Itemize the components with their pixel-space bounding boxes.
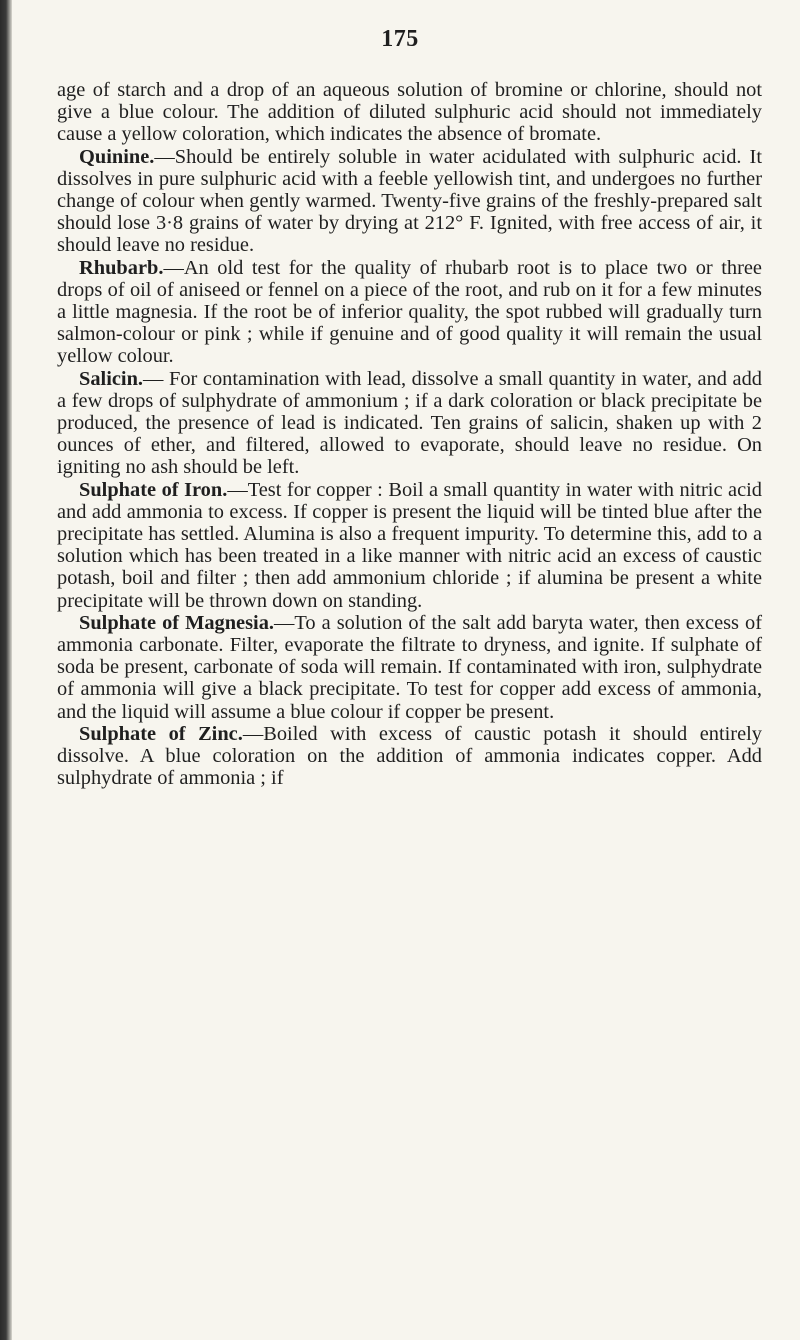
paragraph-salicin: [57, 368, 762, 479]
entry-heading-sulphate-of-magnesia: Sulphate of Magnesia.: [79, 611, 274, 634]
paragraph-text: —Test for copper : Boil a small quantity in water with nitric acid and add ammonia to excess. If copper is present the liquid will be tinted blue after the precipitate has settled. Alumina is also a frequent impurity. To determine this, add to a solution which has been treated in a like manner with nitric acid an excess of caustic potash, boil and filter ; then add ammonium chloride ; if alumina be present a white precipitate will be thrown down on standing.: [57, 478, 762, 612]
page-number: 175: [381, 26, 419, 52]
entry-heading-sulphate-of-zinc: Sulphate of Zinc.: [79, 722, 243, 745]
paragraph-bromide-continuation: [57, 79, 762, 146]
entry-heading-sulphate-of-iron: Sulphate of Iron.: [79, 478, 228, 501]
paragraph-text: — For contamination with lead, dissolve a small quantity in water, and add a few drops of sulphydrate of ammonium ; if a dark coloration or black precipitate be produced, the presence of lead is indicated. Ten grains of salicin, shaken up with 2 ounces of ether, and filtered, allowed to evaporate, should leave no residue. On igniting no ash should be left.: [57, 367, 762, 479]
paragraph-quinine: [57, 146, 762, 257]
paragraph-text: —To a solution of the salt add baryta water, then excess of ammonia carbonate. Filter, evaporate the filtrate to dryness, and ignite. If sulphate of soda be present, carbonate of soda will remain. If contaminated with iron, sulphydrate of ammonia will give a black precipitate. To test for copper add excess of ammonia, and the liquid will assume a blue colour if copper be present.: [57, 611, 762, 723]
paragraph-text: —Should be entirely soluble in water acidulated with sulphuric acid. It dissolves in pure sulphuric acid with a feeble yellowish tint, and undergoes no further change of colour when gently warmed. Twenty-five grains of the freshly-prepared salt should lose 3·8 grains of water by drying at 212° F. Ignited, with free access of air, it should leave no residue.: [57, 145, 762, 257]
paragraph-sulphate-of-magnesia: [57, 612, 762, 723]
paragraph-text: —Boiled with excess of caustic potash it should entirely dissolve. A blue coloration on the addition of ammonia indicates copper. Add sulphydrate of ammonia ; if: [57, 722, 763, 790]
paragraph-rhubarb: [57, 257, 762, 368]
page-body-text: [57, 79, 762, 790]
paragraph-sulphate-of-iron: [57, 479, 762, 612]
paragraph-text: —An old test for the quality of rhubarb root is to place two or three drops of oil of aniseed or fennel on a piece of the root, and rub on it for a few minutes a little magnesia. If the root be of inferior quality, the spot rubbed will gradually turn salmon-colour or pink ; while if genuine and of good quality it will remain the usual yellow colour.: [57, 256, 762, 368]
page-binding-edge: [0, 0, 12, 1340]
paragraph-text: age of starch and a drop of an aqueous solution of bromine or chlorine, should not give a blue colour. The addition of diluted sulphuric acid should not immediately cause a yellow coloration, which indicates the absence of bromate.: [57, 79, 762, 146]
paragraph-sulphate-of-zinc: [57, 723, 762, 790]
entry-heading-salicin: Salicin.: [79, 367, 144, 390]
entry-heading-rhubarb: Rhubarb.: [79, 256, 164, 279]
entry-heading-quinine: Quinine.: [79, 145, 155, 168]
